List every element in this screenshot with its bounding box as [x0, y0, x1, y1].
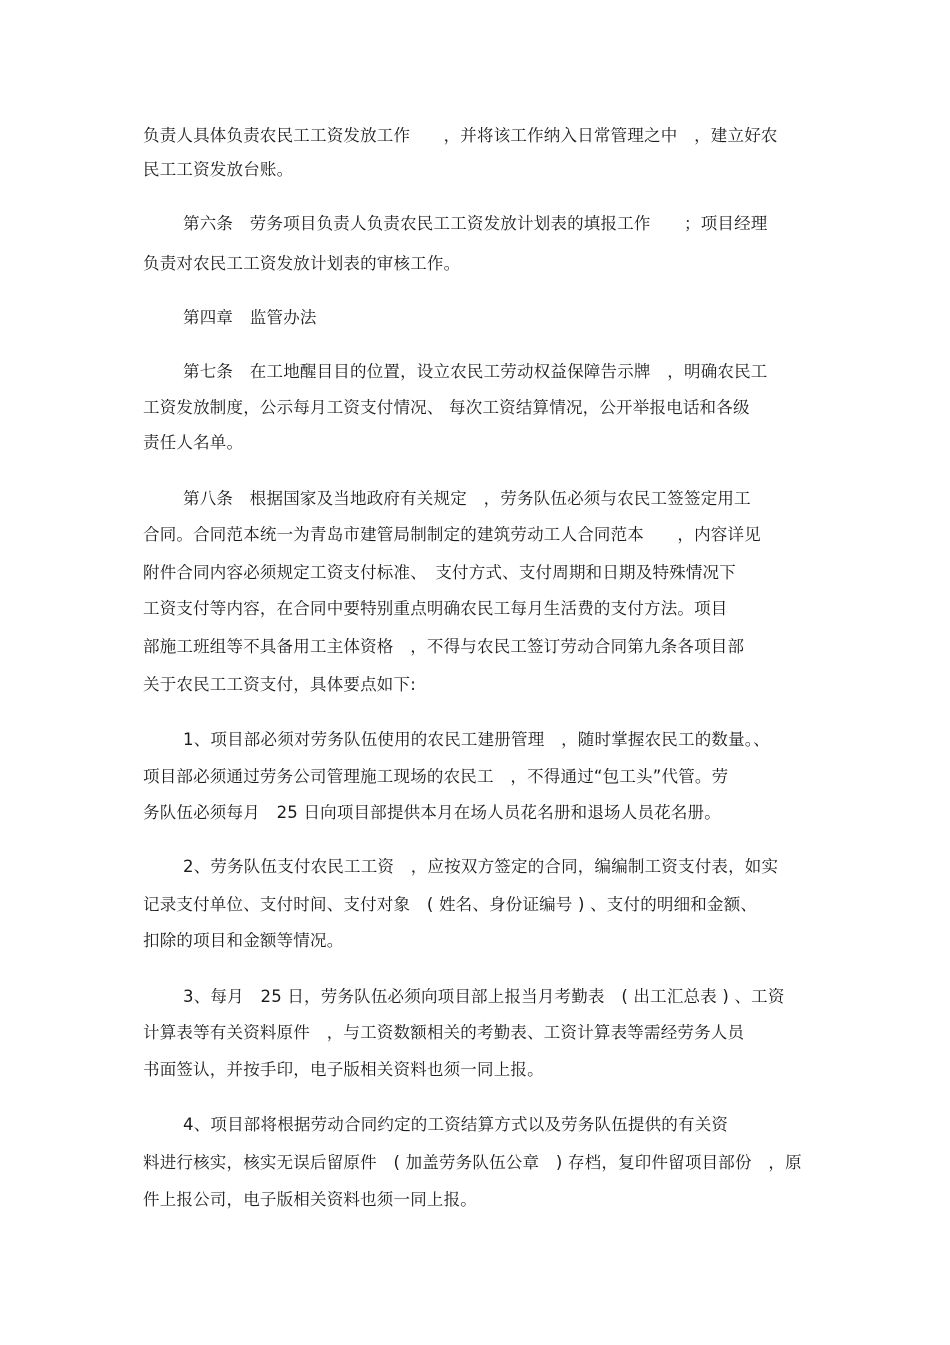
text-line: 2、劳务队伍支付农民工工资 ，应按双方签定的合同，编编制工资支付表，如实: [183, 857, 779, 876]
text-line: 附件合同内容必须规定工资支付标准、 支付方式、支付周期和日期及特殊情况下: [143, 563, 736, 582]
text-line: 负责人具体负责农民工工资发放工作 ，并将该工作纳入日常管理之中 ，建立好农: [143, 126, 778, 145]
text-line: 1、项目部必须对劳务队伍使用的农民工建册管理 ，随时掌握农民工的数量。、: [183, 730, 770, 749]
text-line: 民工工资发放台账。: [143, 160, 294, 179]
text-line: 合同。合同范本统一为青岛市建管局制制定的建筑劳动工人合同范本 ，内容详见: [143, 525, 761, 544]
text-line: 项目部必须通过劳务公司管理施工现场的农民工 ，不得通过“包工头”代管。劳: [143, 767, 729, 786]
text-line: 4、项目部将根据劳动合同约定的工资结算方式以及劳务队伍提供的有关资: [183, 1115, 729, 1134]
text-line: 第八条 根据国家及当地政府有关规定 ，劳务队伍必须与农民工签签定用工: [183, 489, 751, 508]
text-line: 责任人名单。: [143, 433, 244, 452]
text-line: 工资发放制度，公示每月工资支付情况、 每次工资结算情况，公开举报电话和各级: [143, 398, 750, 417]
text-line: 3、每月 25 日，劳务队伍必须向项目部上报当月考勤表 ( 出工汇总表 ) 、工资: [183, 987, 785, 1006]
text-line: 记录支付单位、支付时间、支付对象 ( 姓名、身份证编号 ) 、支付的明细和金额、: [143, 895, 758, 914]
text-line: 件上报公司，电子版相关资料也须一同上报。: [143, 1190, 477, 1209]
text-line: 第七条 在工地醒目目的位置，设立农民工劳动权益保障告示牌 ，明确农民工: [183, 362, 768, 381]
text-line: 关于农民工工资支付，具体要点如下:: [143, 675, 416, 694]
text-line: 书面签认，并按手印，电子版相关资料也须一同上报。: [143, 1060, 544, 1079]
text-line: 负责对农民工工资发放计划表的审核工作。: [143, 254, 461, 273]
text-line: 扣除的项目和金额等情况。: [143, 931, 344, 950]
text-line: 部施工班组等不具备用工主体资格 ，不得与农民工签订劳动合同第九条各项目部: [143, 637, 745, 656]
text-line: 务队伍必须每月 25 日向项目部提供本月在场人员花名册和退场人员花名册。: [143, 803, 721, 822]
text-line: 第六条 劳务项目负责人负责农民工工资发放计划表的填报工作 ；项目经理: [183, 214, 768, 233]
chapter-heading: 第四章 监管办法: [183, 308, 317, 327]
text-line: 工资支付等内容，在合同中要特别重点明确农民工每月生活费的支付方法。项目: [143, 599, 728, 618]
text-line: 料进行核实，核实无误后留原件 ( 加盖劳务队伍公章 ) 存档，复印件留项目部份 ，原: [143, 1153, 802, 1172]
text-line: 计算表等有关资料原件 ，与工资数额相关的考勤表、工资计算表等需经劳务人员: [143, 1023, 745, 1042]
